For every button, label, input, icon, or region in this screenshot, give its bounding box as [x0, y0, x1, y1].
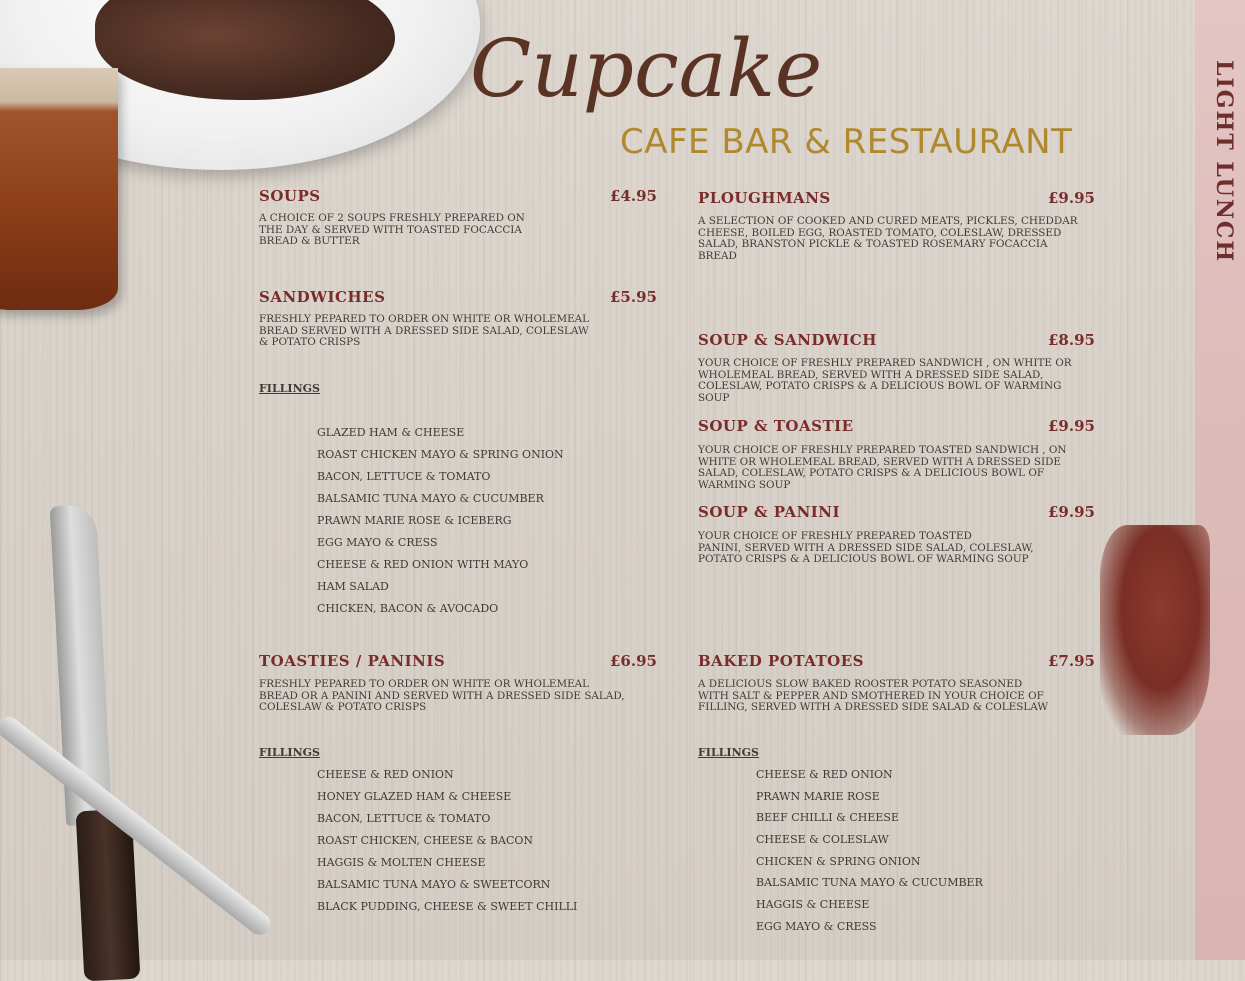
- filling-item: CHEESE & RED ONION: [317, 768, 454, 781]
- side-label: LIGHT LUNCH: [1211, 60, 1237, 264]
- filling-item: HAGGIS & MOLTEN CHEESE: [317, 856, 486, 869]
- desc-soup-panini: YOUR CHOICE OF FRESHLY PREPARED TOASTED PANINI, SERVED WITH A DRESSED SIDE SALAD, COLESLAW, POTATO CRISPS & A DELICIOUS BOWL OF WARMING SOUP: [698, 530, 1034, 565]
- fillings-heading-toasties: FILLINGS: [259, 746, 320, 759]
- desc-soups: A CHOICE OF 2 SOUPS FRESHLY PREPARED ON THE DAY & SERVED WITH TOASTED FOCACCIA BREAD & BUTTER: [259, 212, 525, 247]
- desc-soup-toastie: YOUR CHOICE OF FRESHLY PREPARED TOASTED SANDWICH , ON WHITE OR WHOLEMEAL BREAD, SERVED WITH A DRESSED SIDE SALAD, COLESLAW, POTATO CRISPS & A DELICIOUS BOWL OF WARMING SOUP: [698, 444, 1067, 491]
- section-title-soups: SOUPS: [259, 187, 321, 205]
- filling-item: CHEESE & RED ONION: [756, 768, 893, 781]
- filling-item: PRAWN MARIE ROSE: [756, 789, 880, 803]
- filling-item: CHICKEN & SPRING ONION: [756, 854, 921, 868]
- section-title-sandwiches: SANDWICHES: [259, 288, 386, 306]
- filling-item: PRAWN MARIE ROSE & ICEBERG: [317, 514, 512, 527]
- section-title-soup-toastie: SOUP & TOASTIE: [698, 417, 854, 435]
- filling-item: BACON, LETTUCE & TOMATO: [317, 470, 491, 483]
- filling-item: HAM SALAD: [317, 580, 389, 593]
- filling-item: CHICKEN, BACON & AVOCADO: [317, 602, 499, 615]
- price-soup-toastie: £9.95: [1048, 417, 1095, 435]
- filling-item: GLAZED HAM & CHEESE: [317, 426, 465, 439]
- desc-toasties: FRESHLY PEPARED TO ORDER ON WHITE OR WHOLEMEAL BREAD OR A PANINI AND SERVED WITH A DRESSED SIDE SALAD, COLESLAW & POTATO CRISPS: [259, 678, 625, 713]
- desc-ploughmans: A SELECTION OF COOKED AND CURED MEATS, PICKLES, CHEDDAR CHEESE, BOILED EGG, ROASTED TOMATO, COLESLAW, DRESSED SALAD, BRANSTON PICKLE & TOASTED ROSEMARY FOCACCIA BREAD: [698, 215, 1078, 262]
- filling-item: BEEF CHILLI & CHEESE: [756, 811, 899, 825]
- desc-soup-sandwich: YOUR CHOICE OF FRESHLY PREPARED SANDWICH , ON WHITE OR WHOLEMEAL BREAD, SERVED WITH A DRESSED SIDE SALAD, COLESLAW, POTATO CRISPS & A DELICIOUS BOWL OF WARMING SOUP: [698, 357, 1072, 404]
- section-title-soup-sandwich: SOUP & SANDWICH: [698, 331, 877, 349]
- beer-glass-image: [0, 68, 118, 310]
- desc-sandwiches: FRESHLY PEPARED TO ORDER ON WHITE OR WHOLEMEAL BREAD SERVED WITH A DRESSED SIDE SALAD, COLESLAW & POTATO CRISPS: [259, 313, 590, 348]
- fork-image: [0, 712, 275, 939]
- section-title-ploughmans: PLOUGHMANS: [698, 189, 831, 207]
- filling-item: BACON, LETTUCE & TOMATO: [317, 812, 491, 825]
- filling-item: HAGGIS & CHEESE: [756, 898, 870, 912]
- price-soups: £4.95: [610, 187, 657, 205]
- fillings-list-baked-potatoes: [756, 768, 983, 942]
- fillings-list-toasties: [317, 768, 577, 922]
- desc-baked-potatoes: A DELICIOUS SLOW BAKED ROOSTER POTATO SEASONED WITH SALT & PEPPER AND SMOTHERED IN YOUR CHOICE OF FILLING, SERVED WITH A DRESSED SIDE SALAD & COLESLAW: [698, 678, 1049, 713]
- filling-item: EGG MAYO & CRESS: [317, 536, 438, 549]
- price-baked-potatoes: £7.95: [1048, 652, 1095, 670]
- price-sandwiches: £5.95: [610, 288, 657, 306]
- fillings-list-sandwiches: [317, 426, 564, 624]
- filling-item: BALSAMIC TUNA MAYO & CUCUMBER: [317, 492, 544, 505]
- price-ploughmans: £9.95: [1048, 189, 1095, 207]
- filling-item: BALSAMIC TUNA MAYO & CUCUMBER: [756, 876, 983, 890]
- filling-item: EGG MAYO & CRESS: [756, 919, 877, 933]
- filling-item: BLACK PUDDING, CHEESE & SWEET CHILLI: [317, 900, 578, 913]
- filling-item: BALSAMIC TUNA MAYO & SWEETCORN: [317, 878, 551, 891]
- section-title-toasties: TOASTIES / PANINIS: [259, 652, 446, 670]
- price-toasties: £6.95: [610, 652, 657, 670]
- filling-item: HONEY GLAZED HAM & CHEESE: [317, 790, 512, 803]
- filling-item: CHEESE & COLESLAW: [756, 833, 889, 847]
- filling-item: ROAST CHICKEN, CHEESE & BACON: [317, 834, 534, 847]
- tagline: CAFE BAR & RESTAURANT: [620, 122, 1073, 162]
- fillings-heading-baked-potatoes: FILLINGS: [698, 746, 759, 759]
- filling-item: ROAST CHICKEN MAYO & SPRING ONION: [317, 448, 564, 461]
- filling-item: CHEESE & RED ONION WITH MAYO: [317, 558, 529, 571]
- price-soup-panini: £9.95: [1048, 503, 1095, 521]
- section-title-soup-panini: SOUP & PANINI: [698, 503, 841, 521]
- logo-text: Cupcake: [470, 22, 823, 115]
- fillings-heading-sandwiches: FILLINGS: [259, 382, 320, 395]
- price-soup-sandwich: £8.95: [1048, 331, 1095, 349]
- section-title-baked-potatoes: BAKED POTATOES: [698, 652, 865, 670]
